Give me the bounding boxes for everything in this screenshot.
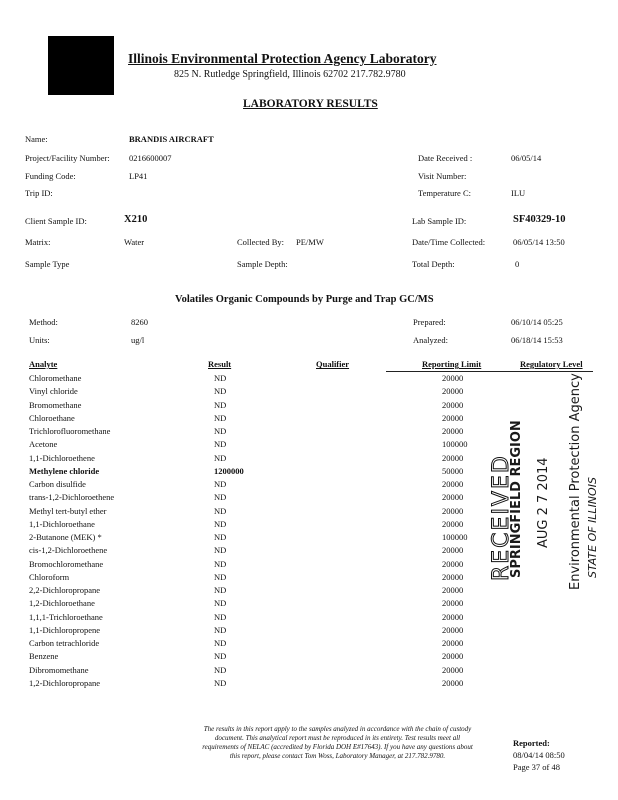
result-cell: ND — [214, 373, 227, 383]
name-label: Name: — [25, 134, 48, 144]
result-cell: ND — [214, 479, 227, 489]
footer-note: The results in this report apply to the samples analyzed in accordance with the chain of custody document. This analytical report must be reproduced in its entirety. Test results meet all requirements of NELAC (accredited by Florida DOH E#17643). If you have any questions about this report, please contact Tom Woss, Laboratory Manager, at 217.782.9780. — [202, 725, 473, 760]
sample-depth-label: Sample Depth: — [237, 259, 288, 269]
table-row — [0, 426, 618, 439]
table-row — [0, 665, 618, 678]
reporting-limit-cell: 20000 — [442, 399, 464, 410]
units-value: ug/l — [131, 335, 145, 345]
analyte-cell: Methylene chloride — [29, 465, 100, 476]
reporting-limit-cell: 20000 — [442, 598, 464, 609]
table-row — [0, 466, 618, 479]
analyte-cell: Carbon disulfide — [29, 479, 86, 489]
total-depth-value: 0 — [515, 259, 520, 269]
visit-label: Visit Number: — [418, 171, 467, 181]
table-row — [0, 386, 618, 399]
reported-value: 08/04/14 08:50 — [513, 750, 565, 760]
client-sample-label: Client Sample ID: — [25, 216, 87, 226]
table-row — [0, 506, 618, 519]
table-row — [0, 413, 618, 426]
analyte-cell: Acetone — [29, 439, 58, 450]
table-header-divider — [386, 371, 593, 372]
reporting-limit-cell: 100000 — [442, 532, 468, 542]
table-row — [0, 638, 618, 651]
result-cell: ND — [214, 585, 227, 595]
analyte-cell: 1,1-Dichloropropene — [29, 624, 101, 635]
reporting-limit-cell: 20000 — [442, 638, 464, 648]
analyte-cell: Methyl tert-butyl ether — [29, 505, 107, 516]
stamp-agency: Environmental Protection Agency — [568, 373, 583, 590]
result-cell: ND — [214, 399, 227, 410]
reporting-limit-cell: 20000 — [442, 611, 464, 622]
analyzed-value: 06/18/14 15:53 — [511, 335, 563, 345]
collected-by-value: PE/MW — [296, 237, 324, 247]
temperature-label: Temperature C: — [418, 188, 471, 198]
reporting-limit-cell: 20000 — [442, 558, 464, 569]
lab-sample-label: Lab Sample ID: — [412, 216, 467, 226]
reported-label: Reported: — [513, 738, 550, 748]
collected-dt-value: 06/05/14 13:50 — [513, 237, 565, 247]
analyte-cell: Chloroform — [29, 571, 70, 582]
reporting-limit-cell: 50000 — [442, 465, 464, 476]
table-row — [0, 545, 618, 558]
table-row — [0, 678, 618, 691]
result-cell: ND — [214, 545, 227, 556]
column-header-result: Result — [208, 359, 232, 369]
analyte-cell: 1,1,1-Trichloroethane — [29, 611, 103, 622]
result-cell: ND — [214, 439, 227, 450]
date-received-value: 06/05/14 — [511, 153, 542, 163]
reporting-limit-cell: 20000 — [442, 505, 464, 516]
reporting-limit-cell: 20000 — [442, 571, 464, 582]
analyte-cell: Chloroethane — [29, 412, 75, 423]
analyte-cell: Bromochloromethane — [29, 558, 104, 569]
result-cell: ND — [214, 452, 227, 463]
units-label: Units: — [29, 335, 50, 345]
analyte-cell: cis-1,2-Dichloroethene — [29, 545, 108, 556]
analyte-cell: Chloromethane — [29, 373, 82, 383]
table-row — [0, 453, 618, 466]
result-cell: ND — [214, 624, 227, 635]
result-cell: ND — [214, 518, 227, 529]
reporting-limit-cell: 20000 — [442, 452, 464, 463]
table-row — [0, 585, 618, 598]
collected-dt-label: Date/Time Collected: — [412, 237, 486, 247]
result-cell: ND — [214, 386, 227, 397]
date-received-label: Date Received : — [418, 153, 473, 163]
reporting-limit-cell: 20000 — [442, 386, 464, 397]
analyte-cell: Vinyl chloride — [29, 386, 78, 397]
analyte-cell: Dibromomethane — [29, 664, 89, 675]
lab-sample-value: SF40329-10 — [513, 214, 566, 225]
table-row — [0, 479, 618, 492]
analyte-cell: 1,2-Dichloropropane — [29, 677, 101, 688]
table-row — [0, 532, 618, 545]
prepared-label: Prepared: — [413, 317, 446, 327]
result-cell: ND — [214, 677, 227, 688]
page-number: Page 37 of 48 — [513, 762, 560, 772]
column-header-analyte: Analyte — [29, 359, 58, 369]
result-cell: ND — [214, 558, 227, 569]
reporting-limit-cell: 20000 — [442, 518, 464, 529]
matrix-label: Matrix: — [25, 237, 51, 247]
analyte-cell: Benzene — [29, 651, 59, 662]
result-cell: 1200000 — [214, 465, 244, 476]
project-value: 0216600007 — [129, 153, 172, 163]
collected-by-label: Collected By: — [237, 237, 284, 247]
reporting-limit-cell: 20000 — [442, 664, 464, 675]
table-row — [0, 598, 618, 611]
name-value: BRANDIS AIRCRAFT — [129, 134, 214, 144]
table-row — [0, 373, 618, 386]
table-row — [0, 559, 618, 572]
result-cell: ND — [214, 598, 227, 609]
method-label: Method: — [29, 317, 58, 327]
reporting-limit-cell: 20000 — [442, 651, 464, 662]
analyte-cell: Bromomethane — [29, 399, 82, 410]
table-row — [0, 519, 618, 532]
lab-name: Illinois Environmental Protection Agency Laboratory — [128, 51, 437, 66]
analyte-cell: 1,1-Dichloroethene — [29, 452, 95, 463]
section-title: Volatiles Organic Compounds by Purge and Trap GC/MS — [175, 294, 434, 305]
analyte-cell: 2-Butanone (MEK) * — [29, 532, 102, 542]
agency-logo — [48, 36, 114, 95]
stamp-region: SPRINGFIELD REGION — [509, 420, 524, 578]
reporting-limit-cell: 20000 — [442, 624, 464, 635]
table-row — [0, 400, 618, 413]
client-sample-value: X210 — [124, 214, 148, 225]
result-cell: ND — [214, 505, 227, 516]
table-row — [0, 439, 618, 452]
column-header-qualifier: Qualifier — [316, 359, 350, 369]
result-cell: ND — [214, 412, 227, 423]
prepared-value: 06/10/14 05:25 — [511, 317, 563, 327]
result-cell: ND — [214, 426, 227, 436]
stamp-date: AUG 2 7 2014 — [536, 457, 551, 548]
table-row — [0, 572, 618, 585]
reporting-limit-cell: 20000 — [442, 492, 464, 503]
stamp-state: STATE OF ILLINOIS — [586, 477, 599, 578]
reporting-limit-cell: 100000 — [442, 439, 468, 450]
sample-type-label: Sample Type — [25, 259, 70, 269]
analyte-cell: 2,2-Dichloropropane — [29, 585, 101, 595]
report-title: LABORATORY RESULTS — [243, 98, 378, 110]
result-cell: ND — [214, 492, 227, 503]
result-cell: ND — [214, 611, 227, 622]
column-header-regulatory-level: Regulatory Level — [520, 359, 583, 369]
funding-label: Funding Code: — [25, 171, 76, 181]
lab-address: 825 N. Rutledge Springfield, Illinois 62702 217.782.9780 — [174, 69, 406, 80]
reporting-limit-cell: 20000 — [442, 373, 464, 383]
method-value: 8260 — [131, 317, 148, 327]
analyte-cell: trans-1,2-Dichloroethene — [29, 492, 115, 503]
result-cell: ND — [214, 651, 227, 662]
table-row — [0, 625, 618, 638]
analyte-cell: Trichlorofluoromethane — [29, 426, 111, 436]
trip-label: Trip ID: — [25, 188, 53, 198]
analyte-cell: 1,2-Dichloroethane — [29, 598, 95, 609]
reporting-limit-cell: 20000 — [442, 479, 464, 489]
total-depth-label: Total Depth: — [412, 259, 455, 269]
funding-value: LP41 — [129, 171, 148, 181]
column-header-reporting-limit: Reporting Limit — [422, 359, 482, 369]
table-row — [0, 492, 618, 505]
reporting-limit-cell: 20000 — [442, 412, 464, 423]
temperature-value: ILU — [511, 188, 526, 198]
reporting-limit-cell: 20000 — [442, 545, 464, 556]
reporting-limit-cell: 20000 — [442, 426, 464, 436]
table-row — [0, 612, 618, 625]
result-cell: ND — [214, 638, 227, 648]
received-stamp: RECEIVED — [489, 454, 514, 581]
table-row — [0, 651, 618, 664]
analyzed-label: Analyzed: — [413, 335, 448, 345]
result-cell: ND — [214, 664, 227, 675]
analyte-cell: Carbon tetrachloride — [29, 638, 100, 648]
reporting-limit-cell: 20000 — [442, 585, 464, 595]
project-label: Project/Facility Number: — [25, 153, 110, 163]
matrix-value: Water — [124, 237, 145, 247]
result-cell: ND — [214, 571, 227, 582]
result-cell: ND — [214, 532, 227, 542]
reporting-limit-cell: 20000 — [442, 677, 464, 688]
analyte-cell: 1,1-Dichloroethane — [29, 518, 95, 529]
